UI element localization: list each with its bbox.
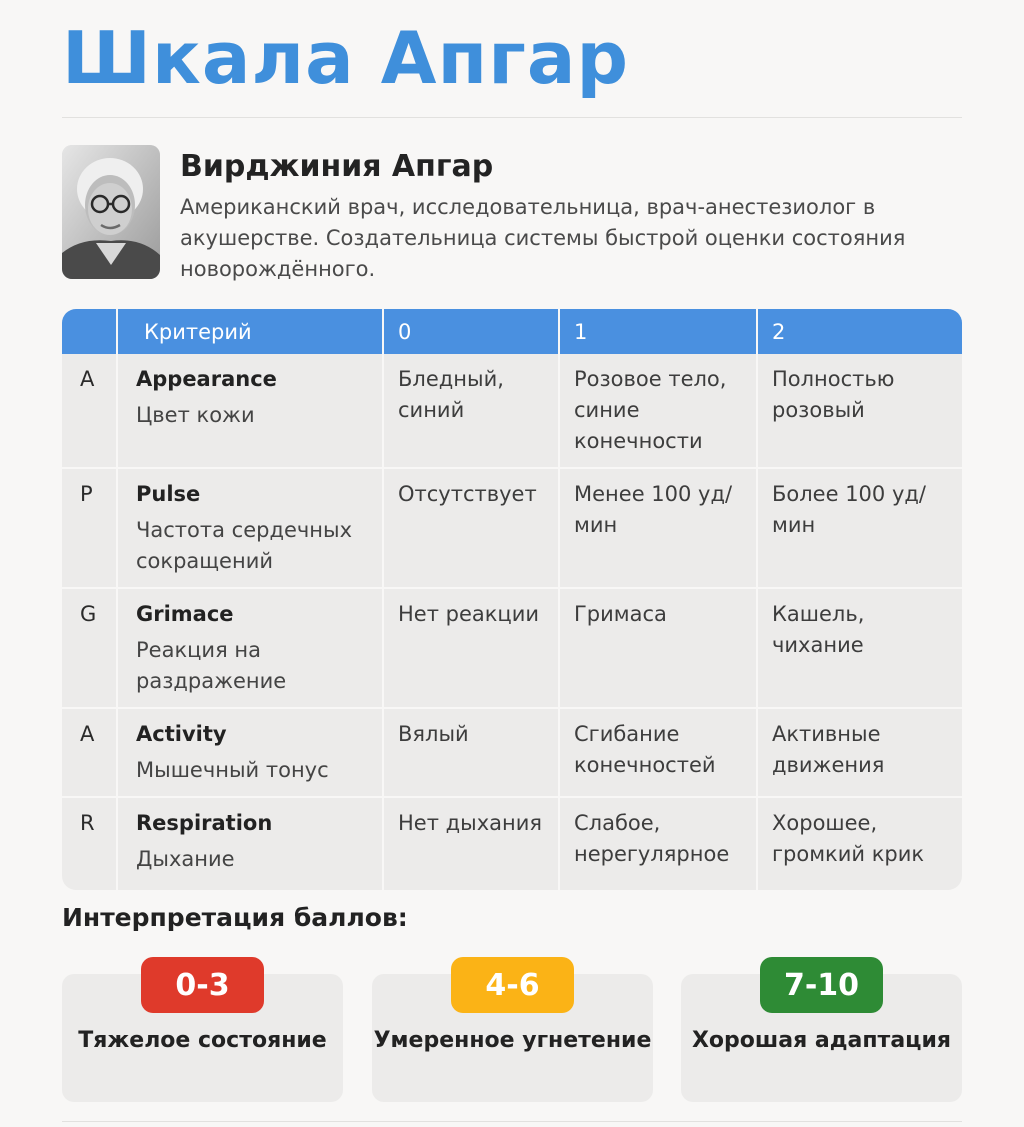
table-row: [62, 709, 962, 798]
row-letter: A: [62, 709, 118, 798]
score-range-label: Тяжелое состояние: [78, 1028, 327, 1053]
score-2-cell: Полностью розовый: [758, 354, 962, 469]
top-divider: [62, 117, 962, 118]
criterion-name-ru: Цвет кожи: [136, 403, 255, 427]
score-0-cell: Бледный, синий: [384, 354, 560, 469]
score-1-cell: Слабое, нерегулярное: [560, 798, 758, 890]
score-0-cell: Нет дыхания: [384, 798, 560, 890]
score-range-label: Умеренное угнетение: [373, 1028, 652, 1053]
criterion-name-en: Activity: [136, 722, 227, 746]
criterion-name-en: Appearance: [136, 367, 277, 391]
column-header-score-2: 2: [758, 309, 962, 354]
column-header-score-1: 1: [560, 309, 758, 354]
row-letter: P: [62, 469, 118, 589]
score-2-cell: Хорошее, громкий крик: [758, 798, 962, 890]
bottom-divider: [62, 1121, 962, 1122]
page-title: Шкала Апгар: [62, 16, 629, 100]
row-letter: R: [62, 798, 118, 890]
portrait-photo: [62, 145, 160, 279]
table-row: [62, 354, 962, 469]
criterion-cell: [118, 354, 384, 469]
criterion-name-ru: Реакция на раздражение: [136, 638, 287, 693]
column-header-criterion: Критерий: [118, 309, 384, 354]
portrait-icon: [62, 145, 160, 279]
table-row: [62, 589, 962, 709]
score-range-badge: 4-6: [451, 957, 574, 1013]
score-1-cell: Менее 100 уд/мин: [560, 469, 758, 589]
score-1-cell: Розовое тело, синие конечности: [560, 354, 758, 469]
score-1-cell: Гримаса: [560, 589, 758, 709]
table-row: [62, 469, 962, 589]
criterion-name-en: Pulse: [136, 482, 201, 506]
criterion-name-ru: Частота сердечных сокращений: [136, 518, 353, 573]
score-range-badge: 7-10: [760, 957, 883, 1013]
score-2-cell: Активные движения: [758, 709, 962, 798]
criterion-name-en: Respiration: [136, 811, 273, 835]
score-0-cell: Нет реакции: [384, 589, 560, 709]
bio-name: Вирджиния Апгар: [180, 149, 494, 184]
criterion-name-ru: Дыхание: [136, 847, 235, 871]
score-1-cell: Сгибание конечностей: [560, 709, 758, 798]
row-letter: A: [62, 354, 118, 469]
column-header-score-0: 0: [384, 309, 560, 354]
criterion-name-ru: Мышечный тонус: [136, 758, 329, 782]
score-card-moderate: [372, 967, 653, 1102]
criterion-cell: [118, 709, 384, 798]
table-header-row: [62, 309, 962, 354]
criterion-cell: [118, 798, 384, 890]
column-header-letter: [62, 309, 118, 354]
score-range-badge: 0-3: [141, 957, 264, 1013]
table-row: [62, 798, 962, 890]
row-letter: G: [62, 589, 118, 709]
score-2-cell: Более 100 уд/мин: [758, 469, 962, 589]
apgar-score-table: [62, 309, 962, 890]
score-0-cell: Вялый: [384, 709, 560, 798]
score-2-cell: Кашель, чихание: [758, 589, 962, 709]
criterion-name-en: Grimace: [136, 602, 234, 626]
biography-block: [62, 145, 962, 285]
bio-description: Американский врач, исследовательница, врач-анестезиолог в акушерстве. Создательница системы быстрой оценки состояния новорождённого.: [180, 195, 906, 281]
score-card-good: [681, 967, 962, 1102]
criterion-cell: [118, 589, 384, 709]
interpretation-heading: Интерпретация баллов:: [62, 903, 408, 932]
score-0-cell: Отсутствует: [384, 469, 560, 589]
score-card-severe: [62, 967, 343, 1102]
score-range-label: Хорошая адаптация: [691, 1028, 952, 1053]
criterion-cell: [118, 469, 384, 589]
